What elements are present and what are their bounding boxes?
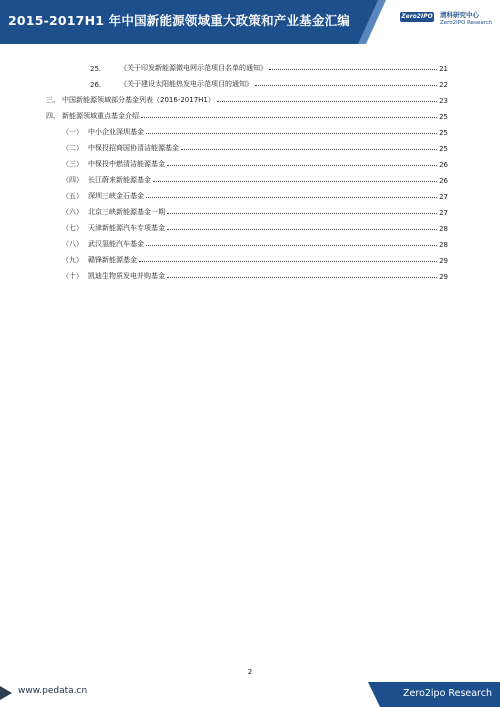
toc-entry-page: 28 bbox=[439, 225, 448, 233]
toc-entry-page: 25 bbox=[439, 129, 448, 137]
toc-leader-dots bbox=[153, 181, 437, 182]
toc-entry-page: 26 bbox=[439, 177, 448, 185]
toc-entry-title: 武汉氢能汽车基金 bbox=[88, 240, 144, 248]
toc-entry-page: 25 bbox=[439, 113, 448, 121]
document-title: 2015-2017H1 年中国新能源领域重大政策和产业基金汇编 bbox=[8, 13, 350, 28]
toc-leader-dots bbox=[167, 165, 437, 166]
toc-leader-dots bbox=[141, 117, 437, 118]
toc-entry[interactable] bbox=[62, 189, 448, 201]
toc-entry-page: 29 bbox=[439, 257, 448, 265]
toc-leader-dots bbox=[167, 229, 437, 230]
toc-entry-number: （九） bbox=[62, 256, 83, 264]
toc-entry-page: 26 bbox=[439, 161, 448, 169]
toc-entry-title: 天津新能源汽车专项基金 bbox=[88, 224, 165, 232]
toc-entry-page: 25 bbox=[439, 145, 448, 153]
toc-entry-number: （七） bbox=[62, 224, 83, 232]
toc-leader-dots bbox=[269, 69, 437, 70]
toc-leader-dots bbox=[146, 197, 437, 198]
footer-brand-name: Zero2ipo Research bbox=[403, 688, 492, 699]
toc-entry-number: 25. bbox=[90, 65, 102, 73]
toc-leader-dots bbox=[255, 85, 437, 86]
toc-entry-number: 26. bbox=[90, 81, 102, 89]
page-number: 2 bbox=[247, 668, 253, 676]
toc-entry[interactable] bbox=[62, 269, 448, 281]
toc-entry-title: 新能源领域重点基金介绍 bbox=[62, 112, 139, 120]
toc-leader-dots bbox=[181, 149, 437, 150]
toc-entry-page: 27 bbox=[439, 209, 448, 217]
toc-entry[interactable] bbox=[62, 157, 448, 169]
toc-leader-dots bbox=[217, 101, 437, 102]
toc-entry-title: 长江蔚来新能源基金 bbox=[88, 176, 151, 184]
toc-entry-number: （五） bbox=[62, 192, 83, 200]
toc-entry-number: （六） bbox=[62, 208, 83, 216]
toc-entry-page: 29 bbox=[439, 273, 448, 281]
brand-block bbox=[400, 8, 496, 38]
toc-entry-title: 深圳三峡金石基金 bbox=[88, 192, 144, 200]
toc-entry-number: （十） bbox=[62, 272, 83, 280]
toc-leader-dots bbox=[146, 245, 437, 246]
toc-entry-page: 28 bbox=[439, 241, 448, 249]
toc-entry-number: （一） bbox=[62, 128, 83, 136]
toc-entry-page: 23 bbox=[439, 97, 448, 105]
footer-website-link[interactable]: www.pedata.cn bbox=[18, 686, 88, 696]
toc-entry-title: 凯迪生物质发电并购基金 bbox=[88, 272, 165, 280]
toc-entry-number: （四） bbox=[62, 176, 83, 184]
toc-entry-page: 27 bbox=[439, 193, 448, 201]
page-header bbox=[0, 0, 500, 44]
toc-entry[interactable] bbox=[90, 61, 448, 73]
toc-entry[interactable] bbox=[62, 125, 448, 137]
toc-leader-dots bbox=[139, 261, 437, 262]
page-footer bbox=[0, 682, 500, 707]
toc-entry[interactable] bbox=[62, 237, 448, 249]
zero2ipo-logo: Zero2IPO bbox=[401, 13, 433, 20]
toc-entry-title: 《关于建设太阳能热发电示范项目的通知》 bbox=[120, 80, 253, 88]
toc-entry-title: 中国新能源领域部分基金列表（2016-2017H1） bbox=[62, 96, 215, 104]
toc-entry-title: 赣锋新能源基金 bbox=[88, 256, 137, 264]
toc-entry[interactable] bbox=[62, 173, 448, 185]
toc-entry-number: 三、 bbox=[46, 96, 60, 104]
toc-entry[interactable] bbox=[46, 109, 448, 121]
toc-entry[interactable] bbox=[62, 205, 448, 217]
toc-entry-number: （八） bbox=[62, 240, 83, 248]
toc-entry[interactable] bbox=[62, 253, 448, 265]
toc-entry[interactable] bbox=[62, 221, 448, 233]
toc-entry-title: 北京三峡新能源基金一期 bbox=[88, 208, 165, 216]
toc-entry-number: （二） bbox=[62, 144, 83, 152]
brand-name-cn: 清科研究中心 bbox=[440, 11, 479, 19]
toc-entry-page: 22 bbox=[439, 81, 448, 89]
toc-entry[interactable] bbox=[62, 141, 448, 153]
toc-leader-dots bbox=[167, 277, 437, 278]
toc-entry-title: 《关于印发新能源微电网示范项目名单的通知》 bbox=[120, 64, 267, 72]
toc-entry[interactable] bbox=[90, 77, 448, 89]
toc-leader-dots bbox=[167, 213, 437, 214]
toc-entry-title: 中保投招商国协清洁能源基金 bbox=[88, 144, 179, 152]
toc-leader-dots bbox=[146, 133, 437, 134]
brand-name-en: Zero2IPO Research bbox=[440, 20, 493, 26]
toc-entry-number: 四、 bbox=[46, 112, 60, 120]
toc-entry-number: （三） bbox=[62, 160, 83, 168]
footer-bar-notch bbox=[368, 682, 380, 707]
footer-arrow-icon bbox=[0, 686, 12, 700]
toc-entry[interactable] bbox=[46, 93, 448, 105]
toc-entry-title: 中保投中燃清洁能源基金 bbox=[88, 160, 165, 168]
footer-brand-bar bbox=[380, 682, 500, 707]
toc-entry-title: 中小企业深圳基金 bbox=[88, 128, 144, 136]
toc-entry-page: 21 bbox=[439, 65, 448, 73]
